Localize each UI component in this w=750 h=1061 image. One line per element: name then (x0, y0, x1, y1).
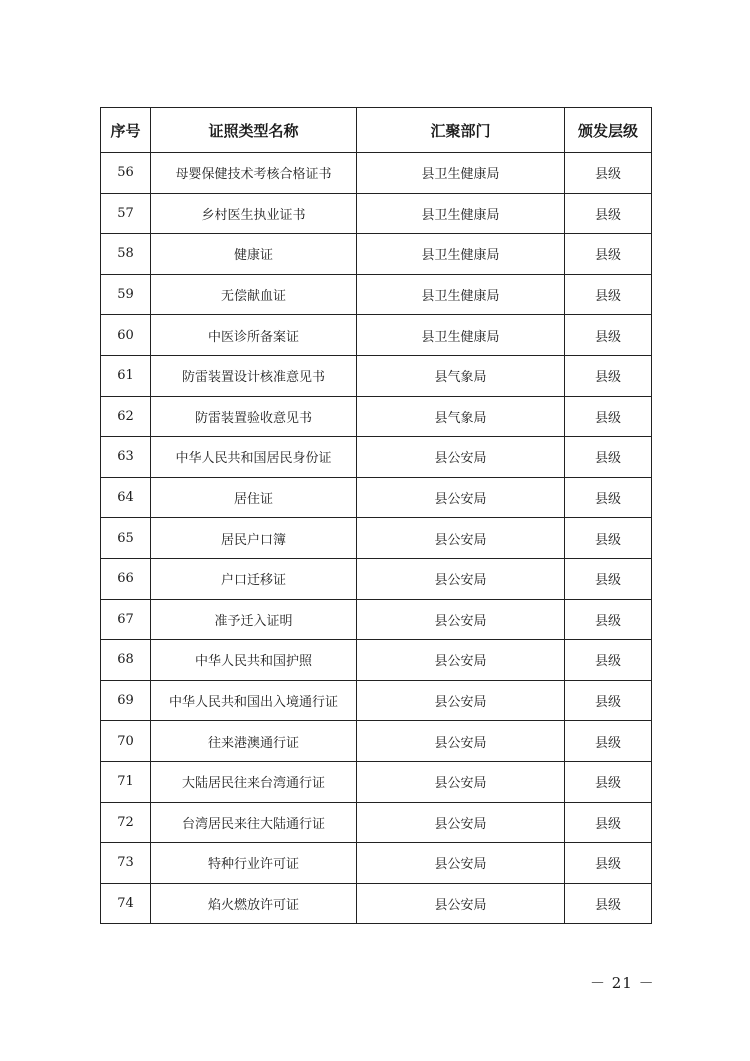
cell-issuing-level: 县级 (565, 558, 652, 599)
cell-department: 县公安局 (357, 761, 565, 802)
cell-issuing-level: 县级 (565, 843, 652, 884)
cell-certificate-name: 大陆居民往来台湾通行证 (151, 761, 357, 802)
cell-issuing-level: 县级 (565, 518, 652, 559)
cell-issuing-level: 县级 (565, 802, 652, 843)
cell-certificate-name: 防雷装置验收意见书 (151, 396, 357, 437)
table-row (101, 558, 652, 599)
cell-certificate-name: 中华人民共和国护照 (151, 640, 357, 681)
cell-department: 县卫生健康局 (357, 153, 565, 194)
header-certificate-type: 证照类型名称 (151, 108, 357, 153)
cell-department: 县公安局 (357, 558, 565, 599)
table-row (101, 761, 652, 802)
cell-issuing-level: 县级 (565, 315, 652, 356)
cell-department: 县公安局 (357, 680, 565, 721)
header-issuing-level: 颁发层级 (565, 108, 652, 153)
cell-issuing-level: 县级 (565, 883, 652, 924)
cell-department: 县气象局 (357, 355, 565, 396)
cell-department: 县卫生健康局 (357, 315, 565, 356)
table-row (101, 274, 652, 315)
table-row (101, 396, 652, 437)
table-row (101, 315, 652, 356)
cell-serial-number: 73 (101, 843, 151, 884)
cell-department: 县公安局 (357, 883, 565, 924)
cell-certificate-name: 特种行业许可证 (151, 843, 357, 884)
cell-department: 县气象局 (357, 396, 565, 437)
table-row (101, 802, 652, 843)
cell-issuing-level: 县级 (565, 234, 652, 275)
certificate-table (100, 107, 652, 924)
cell-issuing-level: 县级 (565, 355, 652, 396)
cell-certificate-name: 乡村医生执业证书 (151, 193, 357, 234)
cell-issuing-level: 县级 (565, 761, 652, 802)
table-row (101, 355, 652, 396)
cell-serial-number: 64 (101, 477, 151, 518)
cell-serial-number: 57 (101, 193, 151, 234)
cell-serial-number: 74 (101, 883, 151, 924)
table-row (101, 153, 652, 194)
cell-serial-number: 66 (101, 558, 151, 599)
cell-serial-number: 65 (101, 518, 151, 559)
cell-serial-number: 59 (101, 274, 151, 315)
table-row (101, 883, 652, 924)
cell-certificate-name: 户口迁移证 (151, 558, 357, 599)
cell-serial-number: 56 (101, 153, 151, 194)
cell-certificate-name: 台湾居民来往大陆通行证 (151, 802, 357, 843)
table-row (101, 680, 652, 721)
cell-serial-number: 67 (101, 599, 151, 640)
cell-issuing-level: 县级 (565, 153, 652, 194)
table-header-row (101, 108, 652, 153)
cell-issuing-level: 县级 (565, 193, 652, 234)
cell-certificate-name: 中华人民共和国居民身份证 (151, 437, 357, 478)
cell-department: 县公安局 (357, 640, 565, 681)
cell-department: 县公安局 (357, 437, 565, 478)
cell-issuing-level: 县级 (565, 640, 652, 681)
cell-serial-number: 69 (101, 680, 151, 721)
cell-department: 县公安局 (357, 518, 565, 559)
table-row (101, 234, 652, 275)
cell-certificate-name: 往来港澳通行证 (151, 721, 357, 762)
cell-department: 县卫生健康局 (357, 234, 565, 275)
cell-certificate-name: 中华人民共和国出入境通行证 (151, 680, 357, 721)
cell-certificate-name: 健康证 (151, 234, 357, 275)
table-body (101, 153, 652, 924)
table-row (101, 193, 652, 234)
cell-serial-number: 72 (101, 802, 151, 843)
cell-issuing-level: 县级 (565, 680, 652, 721)
cell-issuing-level: 县级 (565, 721, 652, 762)
table-row (101, 518, 652, 559)
cell-issuing-level: 县级 (565, 477, 652, 518)
cell-issuing-level: 县级 (565, 274, 652, 315)
cell-department: 县公安局 (357, 802, 565, 843)
cell-certificate-name: 中医诊所备案证 (151, 315, 357, 356)
table-row (101, 843, 652, 884)
cell-department: 县卫生健康局 (357, 193, 565, 234)
cell-serial-number: 71 (101, 761, 151, 802)
cell-certificate-name: 防雷装置设计核准意见书 (151, 355, 357, 396)
cell-serial-number: 61 (101, 355, 151, 396)
cell-serial-number: 62 (101, 396, 151, 437)
header-department: 汇聚部门 (357, 108, 565, 153)
table-row (101, 640, 652, 681)
cell-issuing-level: 县级 (565, 599, 652, 640)
cell-department: 县公安局 (357, 843, 565, 884)
table-row (101, 477, 652, 518)
cell-issuing-level: 县级 (565, 437, 652, 478)
table-row (101, 599, 652, 640)
cell-certificate-name: 焰火燃放许可证 (151, 883, 357, 924)
cell-department: 县公安局 (357, 477, 565, 518)
cell-department: 县公安局 (357, 721, 565, 762)
table-row (101, 437, 652, 478)
cell-issuing-level: 县级 (565, 396, 652, 437)
cell-serial-number: 70 (101, 721, 151, 762)
page-number: － 21 － (590, 974, 655, 992)
cell-serial-number: 68 (101, 640, 151, 681)
cell-department: 县公安局 (357, 599, 565, 640)
cell-serial-number: 63 (101, 437, 151, 478)
cell-certificate-name: 无偿献血证 (151, 274, 357, 315)
cell-certificate-name: 准予迁入证明 (151, 599, 357, 640)
cell-certificate-name: 居住证 (151, 477, 357, 518)
header-serial-number: 序号 (101, 108, 151, 153)
cell-department: 县卫生健康局 (357, 274, 565, 315)
cell-serial-number: 58 (101, 234, 151, 275)
cell-serial-number: 60 (101, 315, 151, 356)
table-row (101, 721, 652, 762)
cell-certificate-name: 居民户口簿 (151, 518, 357, 559)
cell-certificate-name: 母婴保健技术考核合格证书 (151, 153, 357, 194)
